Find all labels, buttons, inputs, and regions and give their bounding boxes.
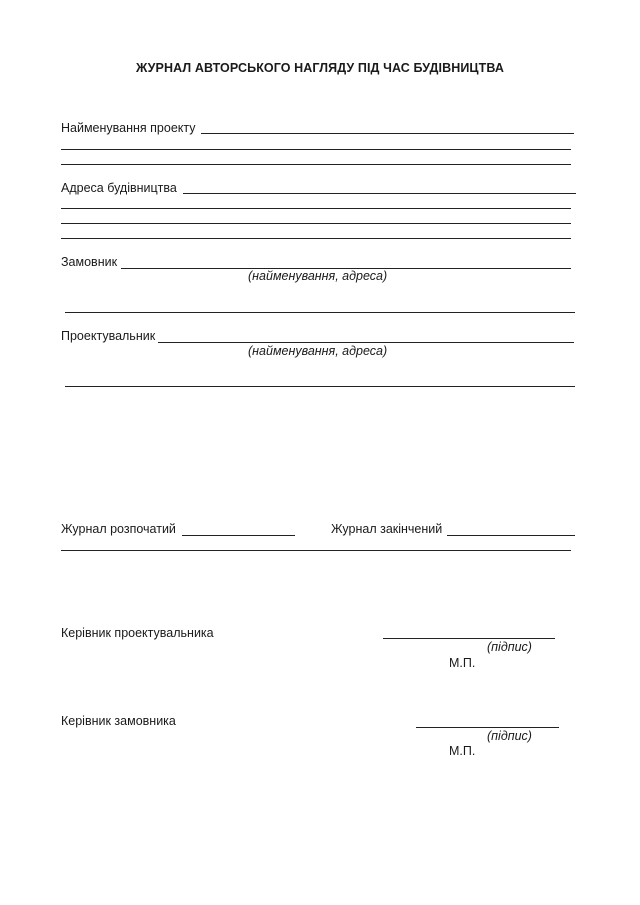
designer-head-signature-line[interactable] [383,638,555,639]
customer-head-signature-line[interactable] [416,727,559,728]
customer-head-label: Керівник замовника [61,714,176,728]
project-name-line-3[interactable] [61,164,571,165]
customer-label: Замовник [61,255,118,269]
customer-head-signature-hint: (підпис) [487,729,532,743]
journal-extra-line[interactable] [61,550,571,551]
journal-finished-line[interactable] [447,535,575,536]
address-line-2[interactable] [61,208,571,209]
designer-label: Проектувальник [61,329,156,343]
project-name-line-2[interactable] [61,149,571,150]
project-name-line-1[interactable] [201,133,574,134]
customer-line-2[interactable] [65,312,575,313]
designer-head-label: Керівник проектувальника [61,626,214,640]
document-title: ЖУРНАЛ АВТОРСЬКОГО НАГЛЯДУ ПІД ЧАС БУДІВНИЦТВА [135,61,505,75]
designer-head-signature-hint: (підпис) [487,640,532,654]
designer-line-2[interactable] [65,386,575,387]
project-name-label: Найменування проекту [61,121,196,135]
journal-started-line[interactable] [182,535,295,536]
designer-line-1[interactable] [158,342,574,343]
address-line-1[interactable] [183,193,576,194]
journal-started-label: Журнал розпочатий [61,522,176,536]
customer-hint: (найменування, адреса) [248,269,388,283]
address-line-4[interactable] [61,238,571,239]
address-line-3[interactable] [61,223,571,224]
customer-head-stamp: М.П. [449,744,476,758]
journal-finished-label: Журнал закінчений [331,522,443,536]
address-label: Адреса будівництва [61,181,177,195]
designer-head-stamp: М.П. [449,656,476,670]
designer-hint: (найменування, адреса) [248,344,388,358]
